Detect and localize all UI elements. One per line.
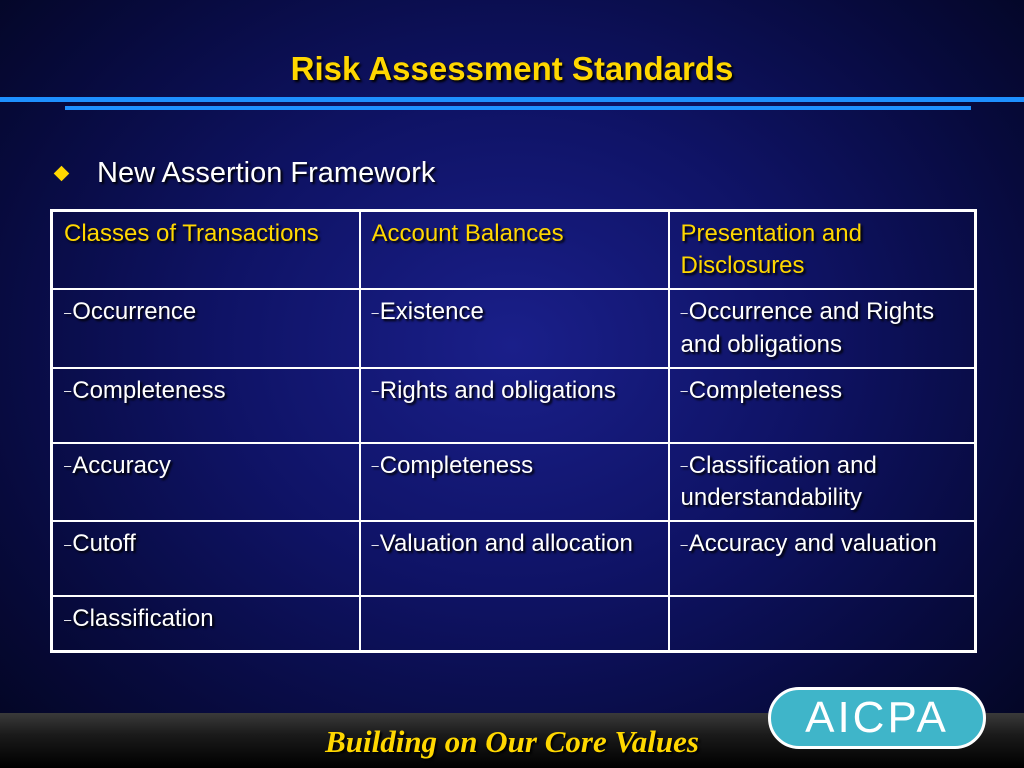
table-cell [52,368,360,443]
dash-marker: – [680,304,688,320]
table-cell [52,443,360,522]
cell-text: Rights and obligations [379,376,616,404]
table-cell [52,289,360,368]
table-cell-empty [360,596,669,651]
diamond-bullet-icon [54,166,70,182]
aicpa-logo [768,687,986,749]
table-cell [360,521,669,596]
dash-marker: – [64,383,72,399]
dash-marker: – [64,458,72,474]
dash-marker: – [680,383,688,399]
table-row [52,289,976,368]
bullet-item [52,157,435,190]
logo-text: AICPA [805,693,949,742]
bullet-text: New Assertion Framework [97,157,436,189]
table-row [52,521,976,596]
slide-title: Risk Assessment Standards [290,50,734,87]
assertion-table [50,209,977,653]
table-cell [669,521,976,596]
dash-marker: – [64,304,72,320]
footer-tagline: Building on Our Core Values [325,724,699,759]
dash-marker: – [371,304,379,320]
cell-text: Occurrence and Rights and obligations [680,298,935,358]
header-cell-classes-of-transactions: Classes of Transactions [52,211,360,290]
table-cell-empty [669,596,976,651]
cell-text: Occurrence [72,298,197,325]
table-header-row [52,211,976,290]
cell-text: Accuracy and valuation [688,530,937,558]
cell-text: Completeness [72,376,226,404]
title-underline-top [0,97,1024,102]
cell-text: Accuracy [72,451,171,479]
table-cell [52,521,360,596]
header-cell-presentation-and-disclosures: Presentation and Disclosures [669,211,976,290]
table-cell [52,596,360,651]
table-cell [669,443,976,522]
dash-marker: – [64,611,72,627]
table-row [52,368,976,443]
dash-marker: – [680,458,688,474]
cell-text: Classification [72,605,214,633]
cell-text: Completeness [688,376,843,404]
table-row [52,443,976,522]
table-cell [669,289,976,368]
table-cell [669,368,976,443]
cell-text: Cutoff [72,530,136,558]
dash-marker: – [371,536,379,552]
table-cell [360,368,669,443]
dash-marker: – [371,383,379,399]
cell-text: Classification and understandability [680,451,877,512]
cell-text: Existence [379,298,484,325]
header-cell-account-balances: Account Balances [360,211,669,290]
cell-text: Completeness [379,451,534,479]
cell-text: Valuation and allocation [379,530,633,558]
title-underline-bottom [65,106,971,110]
dash-marker: – [64,536,72,552]
dash-marker: – [680,536,688,552]
table-row [52,596,976,651]
table-cell [360,289,669,368]
dash-marker: – [371,458,379,474]
table-cell [360,443,669,522]
